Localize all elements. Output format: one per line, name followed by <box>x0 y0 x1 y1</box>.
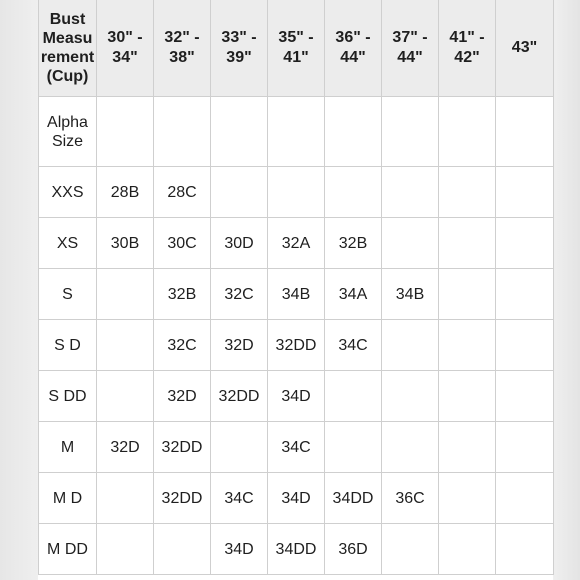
bust-range-label: 43" <box>511 38 538 56</box>
table-row <box>39 269 554 320</box>
alpha-size-label: M DD <box>47 540 88 558</box>
table-cell <box>439 524 496 575</box>
table-cell <box>382 320 439 371</box>
table-cell: 32DD <box>268 320 325 371</box>
alpha-size-cell <box>39 167 97 218</box>
bust-measurement-header: Bust Measu rement (Cup) <box>40 10 95 85</box>
table-cell <box>154 524 211 575</box>
bust-range-header <box>325 0 382 97</box>
bust-range-label: 30" - 34" <box>107 28 143 66</box>
table-cell: 32A <box>268 218 325 269</box>
table-cell <box>382 97 439 167</box>
alpha-size-cell <box>39 371 97 422</box>
header-row <box>39 0 554 97</box>
bra-size-chart-table <box>38 0 554 575</box>
table-cell <box>325 167 382 218</box>
table-cell: 32C <box>211 269 268 320</box>
table-cell <box>439 371 496 422</box>
bust-range-label: 37" - 44" <box>392 28 428 66</box>
table-cell: 34DD <box>325 473 382 524</box>
table-cell <box>496 524 554 575</box>
table-cell: 32D <box>211 320 268 371</box>
table-cell <box>439 167 496 218</box>
table-cell: 28C <box>154 167 211 218</box>
table-cell: 32B <box>154 269 211 320</box>
table-cell <box>325 371 382 422</box>
table-row <box>39 524 554 575</box>
alpha-size-cell <box>39 524 97 575</box>
table-cell <box>496 218 554 269</box>
table-cell <box>211 97 268 167</box>
bust-range-header <box>439 0 496 97</box>
table-cell <box>268 167 325 218</box>
table-cell: 36C <box>382 473 439 524</box>
alpha-size-cell <box>39 218 97 269</box>
bust-range-header <box>211 0 268 97</box>
alpha-size-cell <box>39 97 97 167</box>
alpha-size-cell <box>39 269 97 320</box>
alpha-size-cell <box>39 320 97 371</box>
table-cell <box>496 371 554 422</box>
table-cell <box>439 269 496 320</box>
table-cell: 32DD <box>154 473 211 524</box>
alpha-size-label: Alpha Size <box>47 113 88 150</box>
table-cell <box>496 269 554 320</box>
bust-range-header <box>496 0 554 97</box>
table-row <box>39 422 554 473</box>
table-cell: 32DD <box>154 422 211 473</box>
table-cell: 32D <box>154 371 211 422</box>
table-cell: 34A <box>325 269 382 320</box>
table-cell <box>97 320 154 371</box>
table-cell <box>382 218 439 269</box>
table-cell <box>97 269 154 320</box>
bust-range-label: 41" - 42" <box>449 28 485 66</box>
table-cell: 30D <box>211 218 268 269</box>
table-cell <box>496 97 554 167</box>
table-cell <box>382 422 439 473</box>
table-cell: 32D <box>97 422 154 473</box>
table-cell <box>439 97 496 167</box>
table-cell: 32DD <box>211 371 268 422</box>
table-cell: 34B <box>268 269 325 320</box>
table-cell <box>211 167 268 218</box>
alpha-size-label: S DD <box>48 387 87 405</box>
table-cell: 32B <box>325 218 382 269</box>
table-row <box>39 167 554 218</box>
table-cell <box>97 371 154 422</box>
table-cell <box>325 422 382 473</box>
table-cell <box>154 97 211 167</box>
table-cell <box>496 473 554 524</box>
alpha-size-label: XS <box>56 234 79 252</box>
table-cell: 34DD <box>268 524 325 575</box>
alpha-size-label: M D <box>52 489 83 507</box>
table-cell <box>97 524 154 575</box>
table-row <box>39 218 554 269</box>
table-cell <box>496 320 554 371</box>
corner-header-cell <box>39 0 97 97</box>
table-cell: 30B <box>97 218 154 269</box>
table-cell: 36D <box>325 524 382 575</box>
alpha-size-label: XXS <box>51 183 84 201</box>
table-cell <box>382 524 439 575</box>
table-cell: 34C <box>325 320 382 371</box>
table-row <box>39 371 554 422</box>
alpha-size-label: S <box>62 285 73 303</box>
table-cell <box>439 218 496 269</box>
alpha-size-label: M <box>60 438 75 456</box>
table-cell <box>439 320 496 371</box>
table-cell <box>97 97 154 167</box>
alpha-size-cell <box>39 473 97 524</box>
table-cell: 28B <box>97 167 154 218</box>
bust-range-label: 33" - 39" <box>221 28 257 66</box>
alpha-size-label: S D <box>54 336 81 354</box>
bust-range-label: 32" - 38" <box>164 28 200 66</box>
table-cell: 34C <box>211 473 268 524</box>
table-cell <box>211 422 268 473</box>
bust-range-header <box>97 0 154 97</box>
table-cell <box>439 473 496 524</box>
table-cell <box>325 97 382 167</box>
table-row <box>39 473 554 524</box>
bust-range-header <box>154 0 211 97</box>
table-cell <box>97 473 154 524</box>
table-cell <box>382 371 439 422</box>
table-cell <box>439 422 496 473</box>
bust-range-label: 35" - 41" <box>278 28 314 66</box>
table-cell <box>268 97 325 167</box>
table-cell <box>496 167 554 218</box>
table-row <box>39 320 554 371</box>
bust-range-header <box>268 0 325 97</box>
table-cell: 34C <box>268 422 325 473</box>
table-cell: 34D <box>211 524 268 575</box>
table-cell: 32C <box>154 320 211 371</box>
table-cell: 34D <box>268 473 325 524</box>
bust-range-header <box>382 0 439 97</box>
bust-range-label: 36" - 44" <box>335 28 371 66</box>
table-cell: 34D <box>268 371 325 422</box>
table-cell <box>382 167 439 218</box>
table-cell: 34B <box>382 269 439 320</box>
table-row <box>39 97 554 167</box>
table-cell <box>496 422 554 473</box>
table-cell: 30C <box>154 218 211 269</box>
alpha-size-cell <box>39 422 97 473</box>
